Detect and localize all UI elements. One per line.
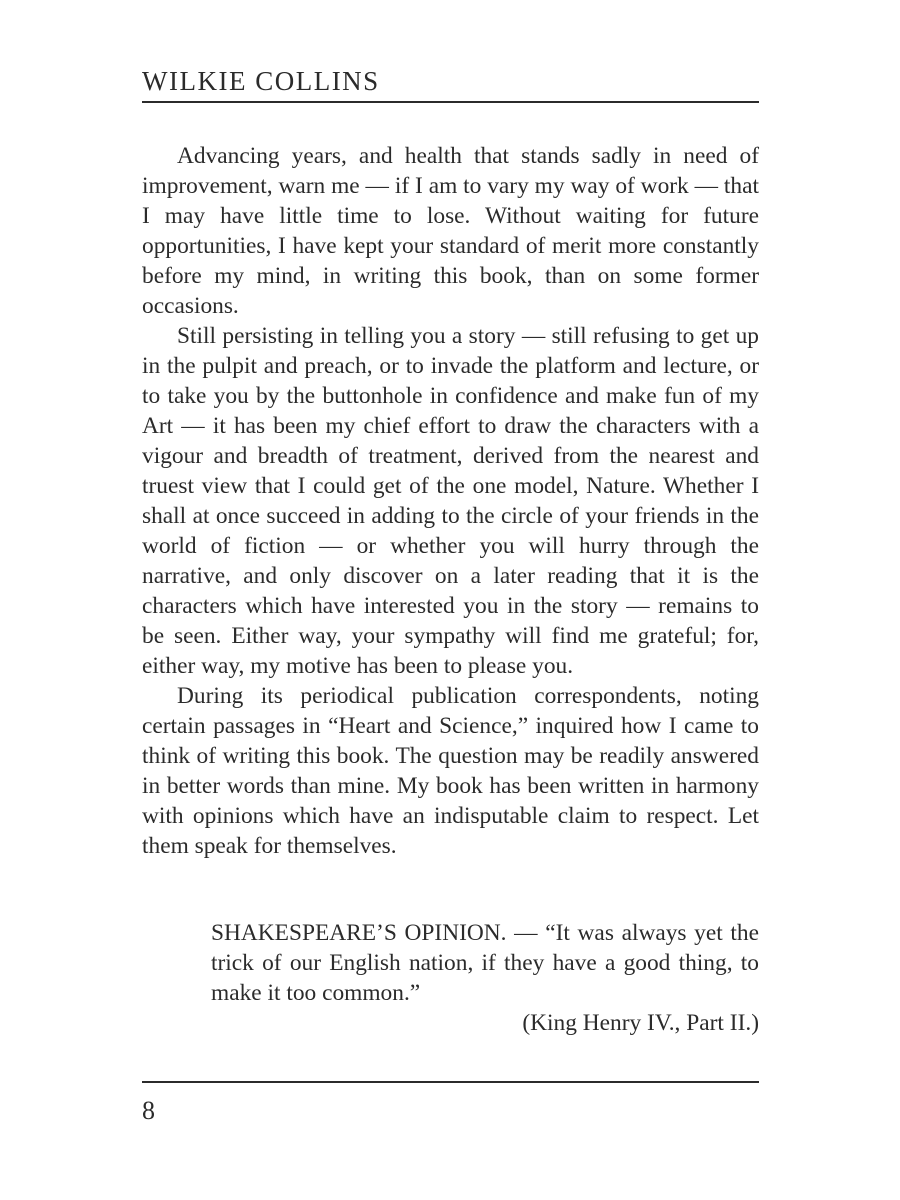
header-rule — [142, 101, 759, 103]
paragraph: During its periodical publication correspondents, noting certain passages in “Heart and Science,” inquired how I came to think of writing this book. The question may be readily answered in better words than mine. My book has been written in harmony with opinions which have an indisputable claim to respect. Let them speak for themselves. — [142, 683, 759, 859]
paragraph: Still persisting in telling you a story — still refusing to get up in the pulpit and preach, or to invade the platform and lecture, or to take you by the buttonhole in confidence and make fun of my Art — it has been my chief effort to draw the characters with a vigour and breadth of treatment, derived from the nearest and truest view that I could get of the one model, Nature. Whether I shall at once succeed in adding to the circle of your friends in the world of fiction — or whether you will hurry through the narrative, and only discover on a later reading that it is the characters which have interested you in the story — remains to be seen. Either way, your sympathy will find me grateful; for, either way, my motive has been to please you. — [142, 323, 759, 679]
footer-rule — [142, 1081, 759, 1083]
quote-citation: (King Henry IV., Part II.) — [522, 1010, 759, 1036]
paragraph: Advancing years, and health that stands sadly in need of improvement, warn me — if I am to vary my way of work — that I may have little time to lose. Without waiting for future opportunities, I have kept your standard of merit more constantly before my mind, in writing this book, than on some former occasions. — [142, 143, 759, 319]
body-text — [142, 141, 759, 861]
book-page — [142, 60, 759, 1140]
page-number: 8 — [142, 1096, 155, 1125]
running-head-title: WILKIE COLLINS — [142, 66, 380, 96]
quote-text: SHAKESPEARE’S OPINION. — “It was always yet the trick of our English nation, if they have a good thing, to make it too common.” — [211, 920, 759, 1006]
block-quote — [211, 918, 759, 1038]
